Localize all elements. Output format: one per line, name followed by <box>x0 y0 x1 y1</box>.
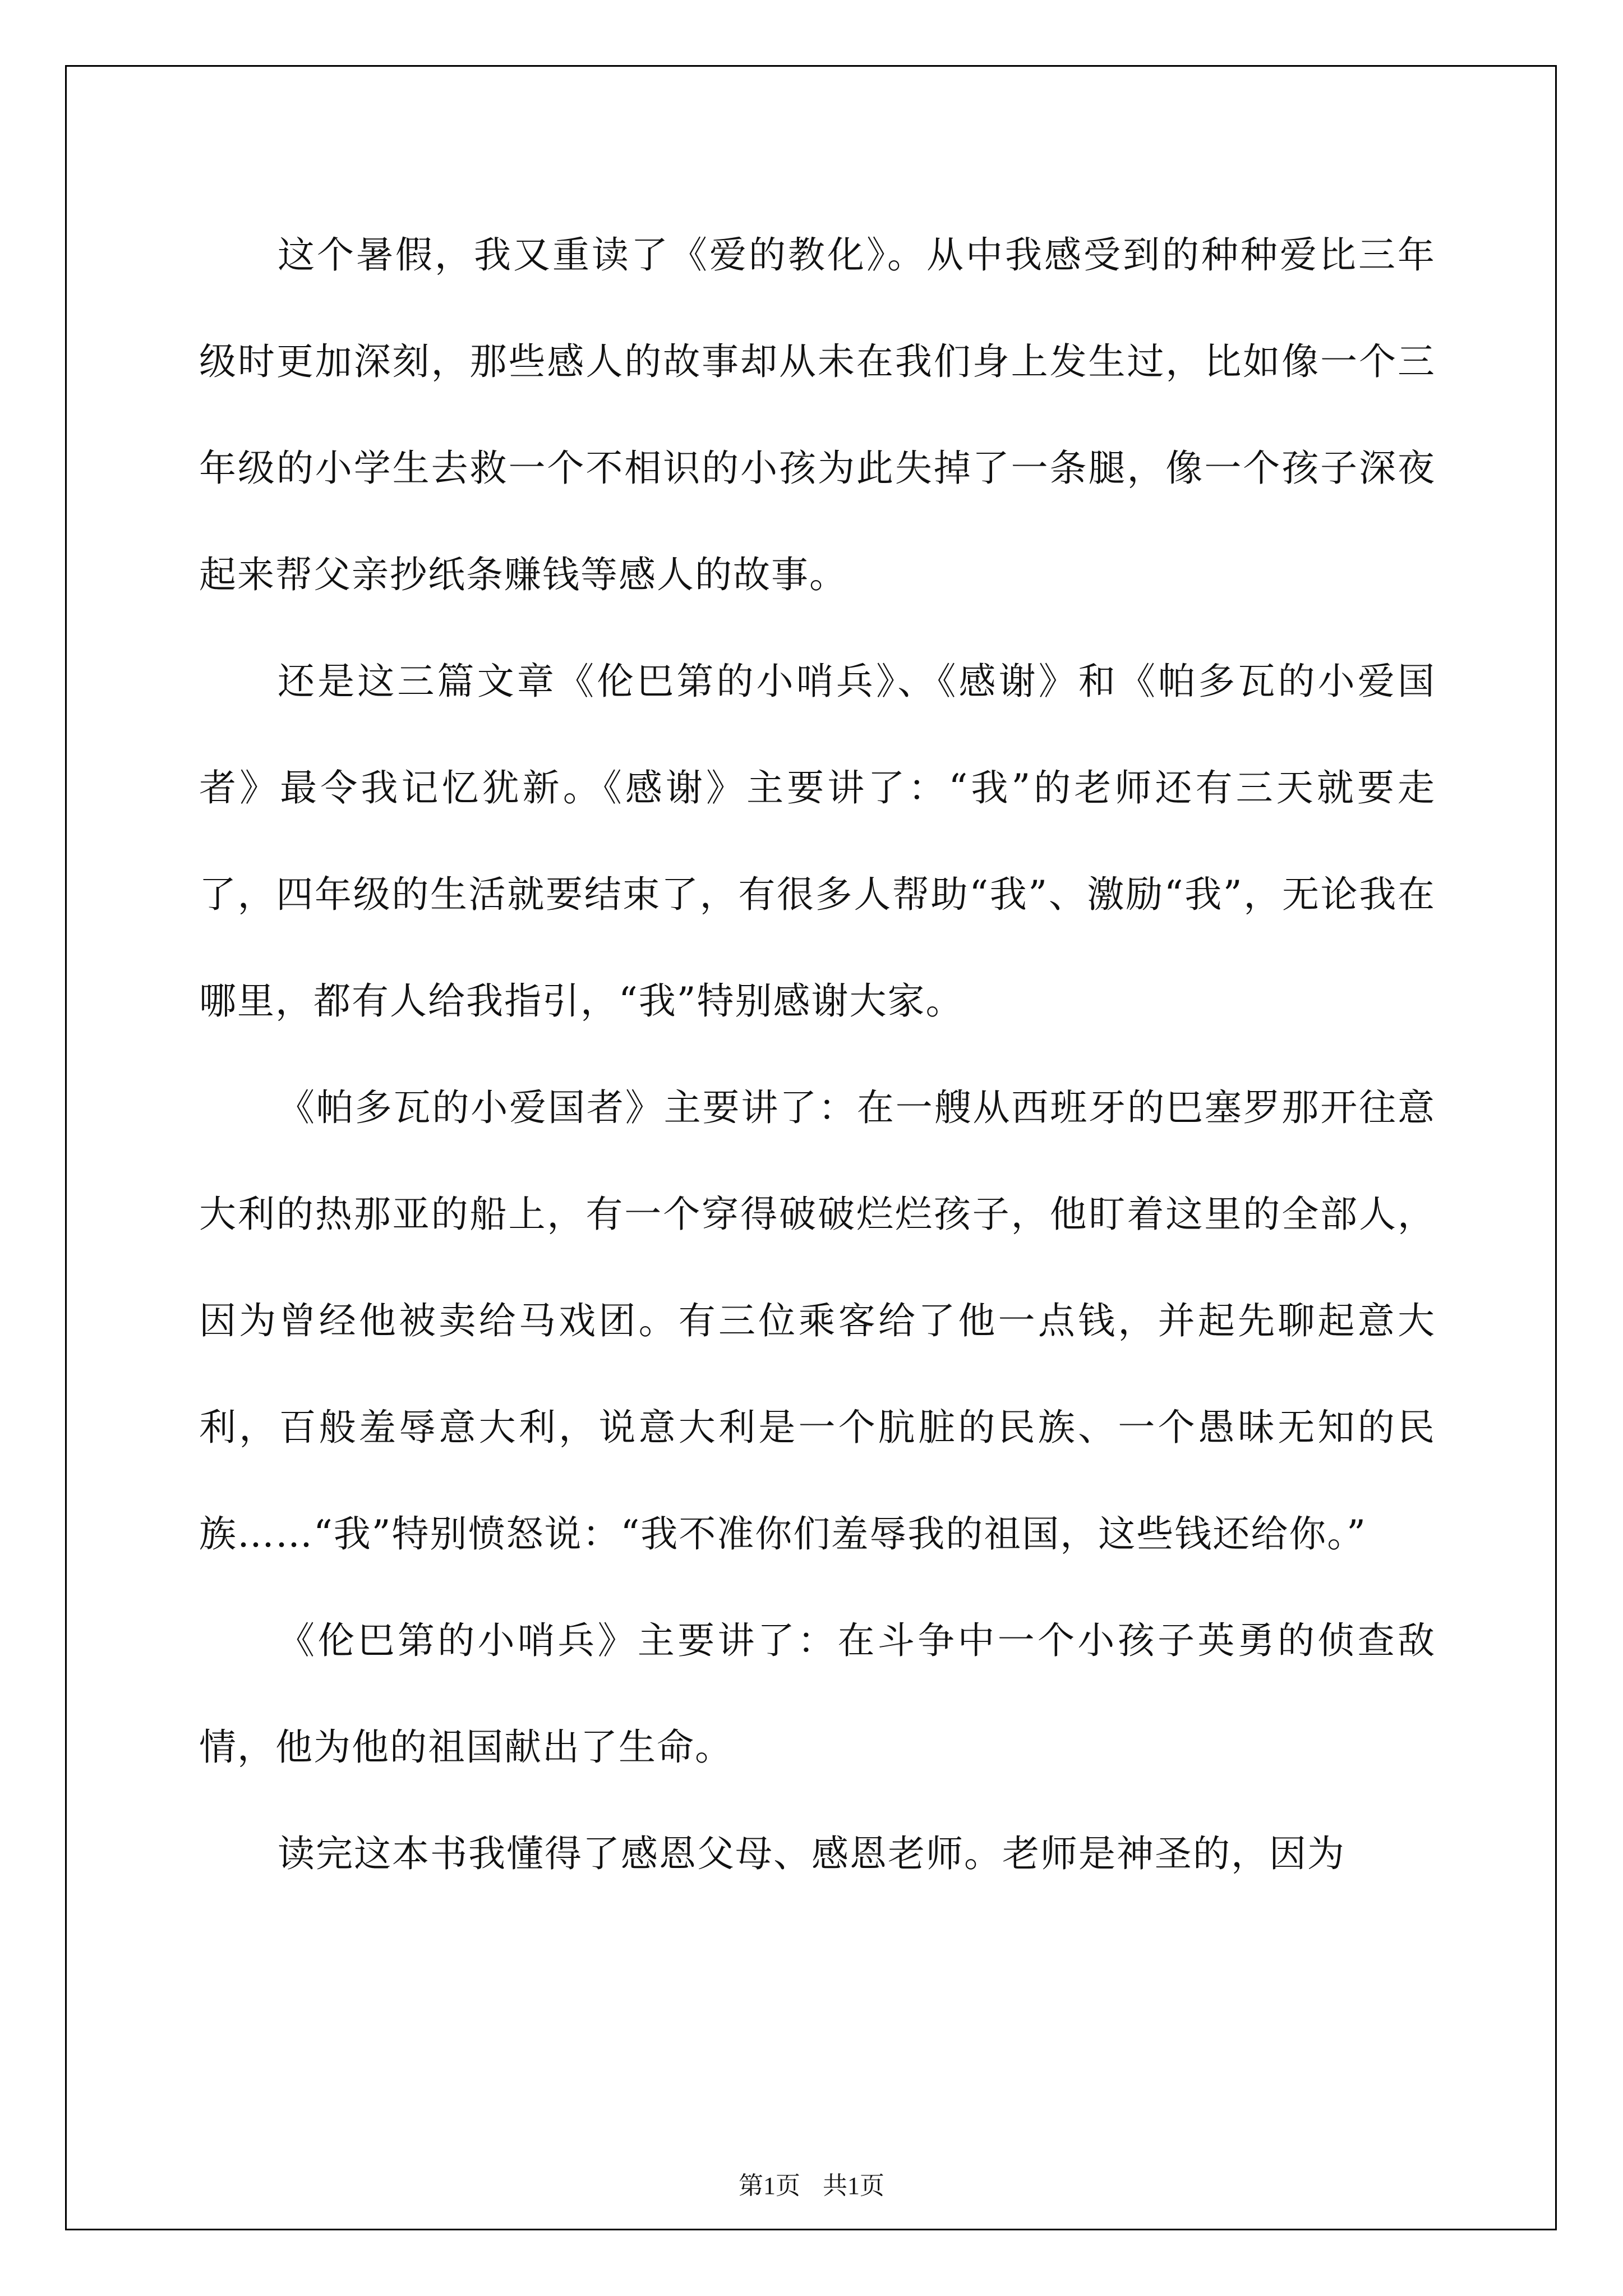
paragraph-1: 这个暑假，我又重读了《爱的教化》。从中我感受到的种种爱比三年级时更加深刻，那些感人的故事却从未在我们身上发生过，比如像一个三年级的小学生去救一个不相识的小孩为此失掉了一条腿，像一个孩子深夜起来帮父亲抄纸条赚钱等感人的故事。 <box>199 233 1436 596</box>
page-number-current: 第1页 <box>739 2172 800 2200</box>
paragraph-3: 《帕多瓦的小爱国者》主要讲了：在一艘从西班牙的巴塞罗那开往意大利的热那亚的船上，有一个穿得破破烂烂孩子，他盯着这里的全部人，因为曾经他被卖给马戏团。有三位乘客给了他一点钱，并起先聊起意大利，百般羞辱意大利，说意大利是一个肮脏的民族、一个愚昧无知的民族……“我”特别愤怒说：“我不准你们羞辱我的祖国，这些钱还给你。” <box>199 1086 1436 1556</box>
page-footer <box>0 2165 1623 2201</box>
paragraph-5: 读完这本书我懂得了感恩父母、感恩老师。老师是神圣的，因为 <box>278 1832 1345 1875</box>
paragraph-4: 《伦巴第的小哨兵》主要讲了：在斗争中一个小孩子英勇的侦查敌情，他为他的祖国献出了生命。 <box>199 1619 1436 1769</box>
paragraph-2: 还是这三篇文章《伦巴第的小哨兵》、《感谢》和《帕多瓦的小爱国者》最令我记忆犹新。《感谢》主要讲了：“我”的老师还有三天就要走了，四年级的生活就要结束了，有很多人帮助“我”、激励“我”，无论我在哪里，都有人给我指引，“我”特别感谢大家。 <box>199 660 1436 1023</box>
document-body <box>199 202 1436 1907</box>
page-number-total: 共1页 <box>823 2172 884 2200</box>
